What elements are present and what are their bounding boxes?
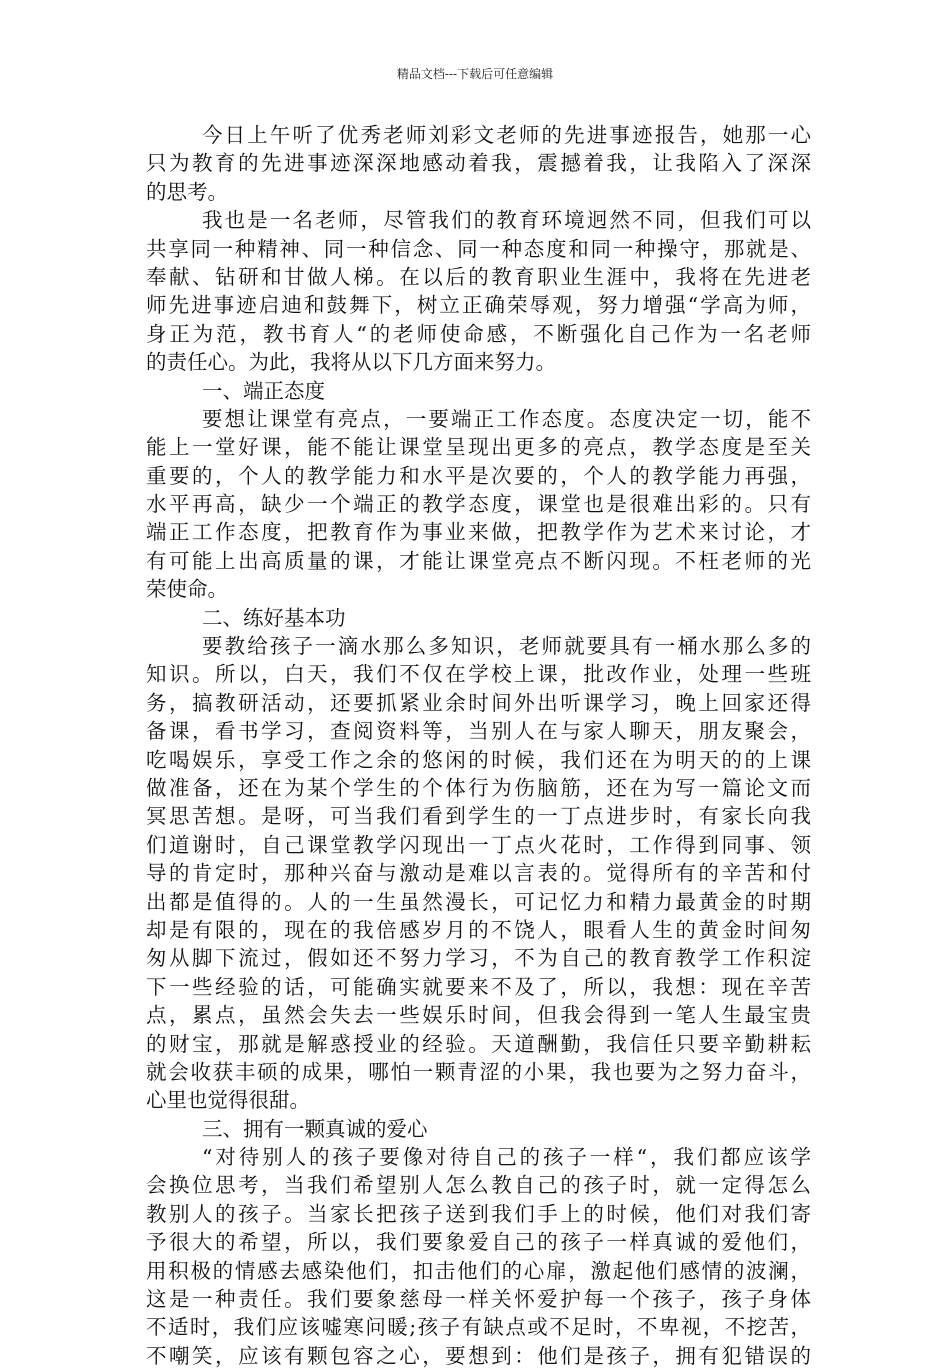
text-line: 的责任心。为此，我将从以下几方面来努力。	[146, 350, 556, 375]
text-line: 有可能上出高质量的课，才能让课堂亮点不断闪现。不枉老师的光	[146, 548, 811, 573]
text-line: 我也是一名老师，尽管我们的教育环境迥然不同，但我们可以	[202, 208, 811, 233]
text-line: 教别人的孩子。当家长把孩子送到我们手上的时候，他们对我们寄	[146, 1201, 811, 1226]
text-line: 今日上午听了优秀老师刘彩文老师的先进事迹报告，她那一心	[202, 123, 811, 147]
text-line: 务，搞教研活动，还要抓紧业余时间外出听课学习，晚上回家还得	[146, 690, 811, 715]
text-line: 点，累点，虽然会失去一些娱乐时间，但我会得到一笔人生最宝贵	[146, 1003, 811, 1028]
text-line: 匆从脚下流过，假如还不努力学习，不为自己的教育教学工作积淀	[146, 946, 811, 971]
text-line: 会换位思考，当我们希望别人怎么教自己的孩子时，就一定得怎么	[146, 1173, 811, 1198]
text-line: 的思考。	[146, 179, 228, 204]
text-line: 却是有限的，现在的我倍感岁月的不饶人，眼看人生的黄金时间匆	[146, 917, 811, 942]
text-line: 们道谢时，自己课堂教学闪现出一丁点火花时，工作得到同事、领	[146, 832, 811, 857]
text-line: 不嘲笑，应该有颗包容之心，要想到：他们是孩子，拥有犯错误的	[146, 1343, 811, 1368]
text-line: 端正工作态度，把教育作为事业来做，把教学作为艺术来讨论，才	[146, 520, 811, 545]
section-heading: 二、练好基本功	[202, 605, 346, 630]
text-line: 师先进事迹启迪和鼓舞下，树立正确荣辱观，努力增强“学高为师，	[146, 293, 811, 318]
text-line: 备课，看书学习，查阅资料等，当别人在与家人聊天，朋友聚会，	[146, 719, 811, 744]
text-line: 奉献、钻研和甘做人梯。在以后的教育职业生涯中，我将在先进老	[146, 264, 811, 289]
text-line: 吃喝娱乐，享受工作之余的悠闲的时候，我们还在为明天的的上课	[146, 747, 811, 772]
page-header: 精品文档---下载后可任意编辑	[396, 67, 554, 81]
text-line: 身正为范，教书育人“的老师使命感，不断强化自己作为一名老师	[146, 321, 811, 346]
text-line: 能上一堂好课，能不能让课堂呈现出更多的亮点，教学态度是至关	[146, 435, 811, 460]
section-heading: 一、端正态度	[202, 378, 325, 403]
text-line: 这是一种责任。我们要象慈母一样关怀爱护每一个孩子，孩子身体	[146, 1287, 811, 1312]
text-line: 水平再高，缺少一个端正的教学态度，课堂也是很难出彩的。只有	[146, 492, 811, 517]
text-line: 导的肯定时，那种兴奋与激动是难以言表的。觉得所有的辛苦和付	[146, 861, 811, 886]
text-line: 要想让课堂有亮点，一要端正工作态度。态度决定一切，能不	[202, 406, 811, 431]
text-line: 荣使命。	[146, 577, 228, 602]
text-line: 心里也觉得很甜。	[146, 1088, 310, 1113]
document-body	[146, 121, 811, 1370]
text-line: 出都是值得的。人的一生虽然漫长，可记忆力和精力最黄金的时期	[146, 889, 811, 914]
section-heading: 三、拥有一颗真诚的爱心	[202, 1116, 428, 1141]
text-line: 共享同一种精神、同一种信念、同一种态度和同一种操守，那就是、	[146, 236, 811, 261]
text-line: 下一些经验的话，可能确实就要来不及了，所以，我想：现在辛苦	[146, 974, 811, 999]
text-line: 不适时，我们应该嘘寒问暖;孩子有缺点或不足时，不卑视，不挖苦，	[146, 1315, 811, 1340]
text-line: 用积极的情感去感染他们，扣击他们的心扉，激起他们感情的波澜，	[146, 1258, 811, 1283]
text-line: 予很大的希望，所以，我们要象爱自己的孩子一样真诚的爱他们，	[146, 1230, 811, 1255]
text-line: 只为教育的先进事迹深深地感动着我，震撼着我，让我陷入了深深	[146, 151, 811, 176]
text-line: 要教给孩子一滴水那么多知识，老师就要具有一桶水那么多的	[202, 634, 811, 659]
text-line: 重要的，个人的教学能力和水平是次要的，个人的教学能力再强，	[146, 463, 811, 488]
text-line: 做准备，还在为某个学生的个体行为伤脑筋，还在为写一篇论文而	[146, 775, 811, 800]
text-line: 知识。所以，白天，我们不仅在学校上课，批改作业，处理一些班	[146, 662, 811, 687]
text-line: 冥思苦想。是呀，可当我们看到学生的一丁点进步时，有家长向我	[146, 804, 811, 829]
text-line: 就会收获丰硕的成果，哪怕一颗青涩的小果，我也要为之努力奋斗，	[146, 1059, 811, 1084]
text-line: 的财宝，那就是解惑授业的经验。天道酬勤，我信任只要辛勤耕耘	[146, 1031, 811, 1056]
text-line: “对待别人的孩子要像对待自己的孩子一样“，我们都应该学	[202, 1145, 811, 1170]
